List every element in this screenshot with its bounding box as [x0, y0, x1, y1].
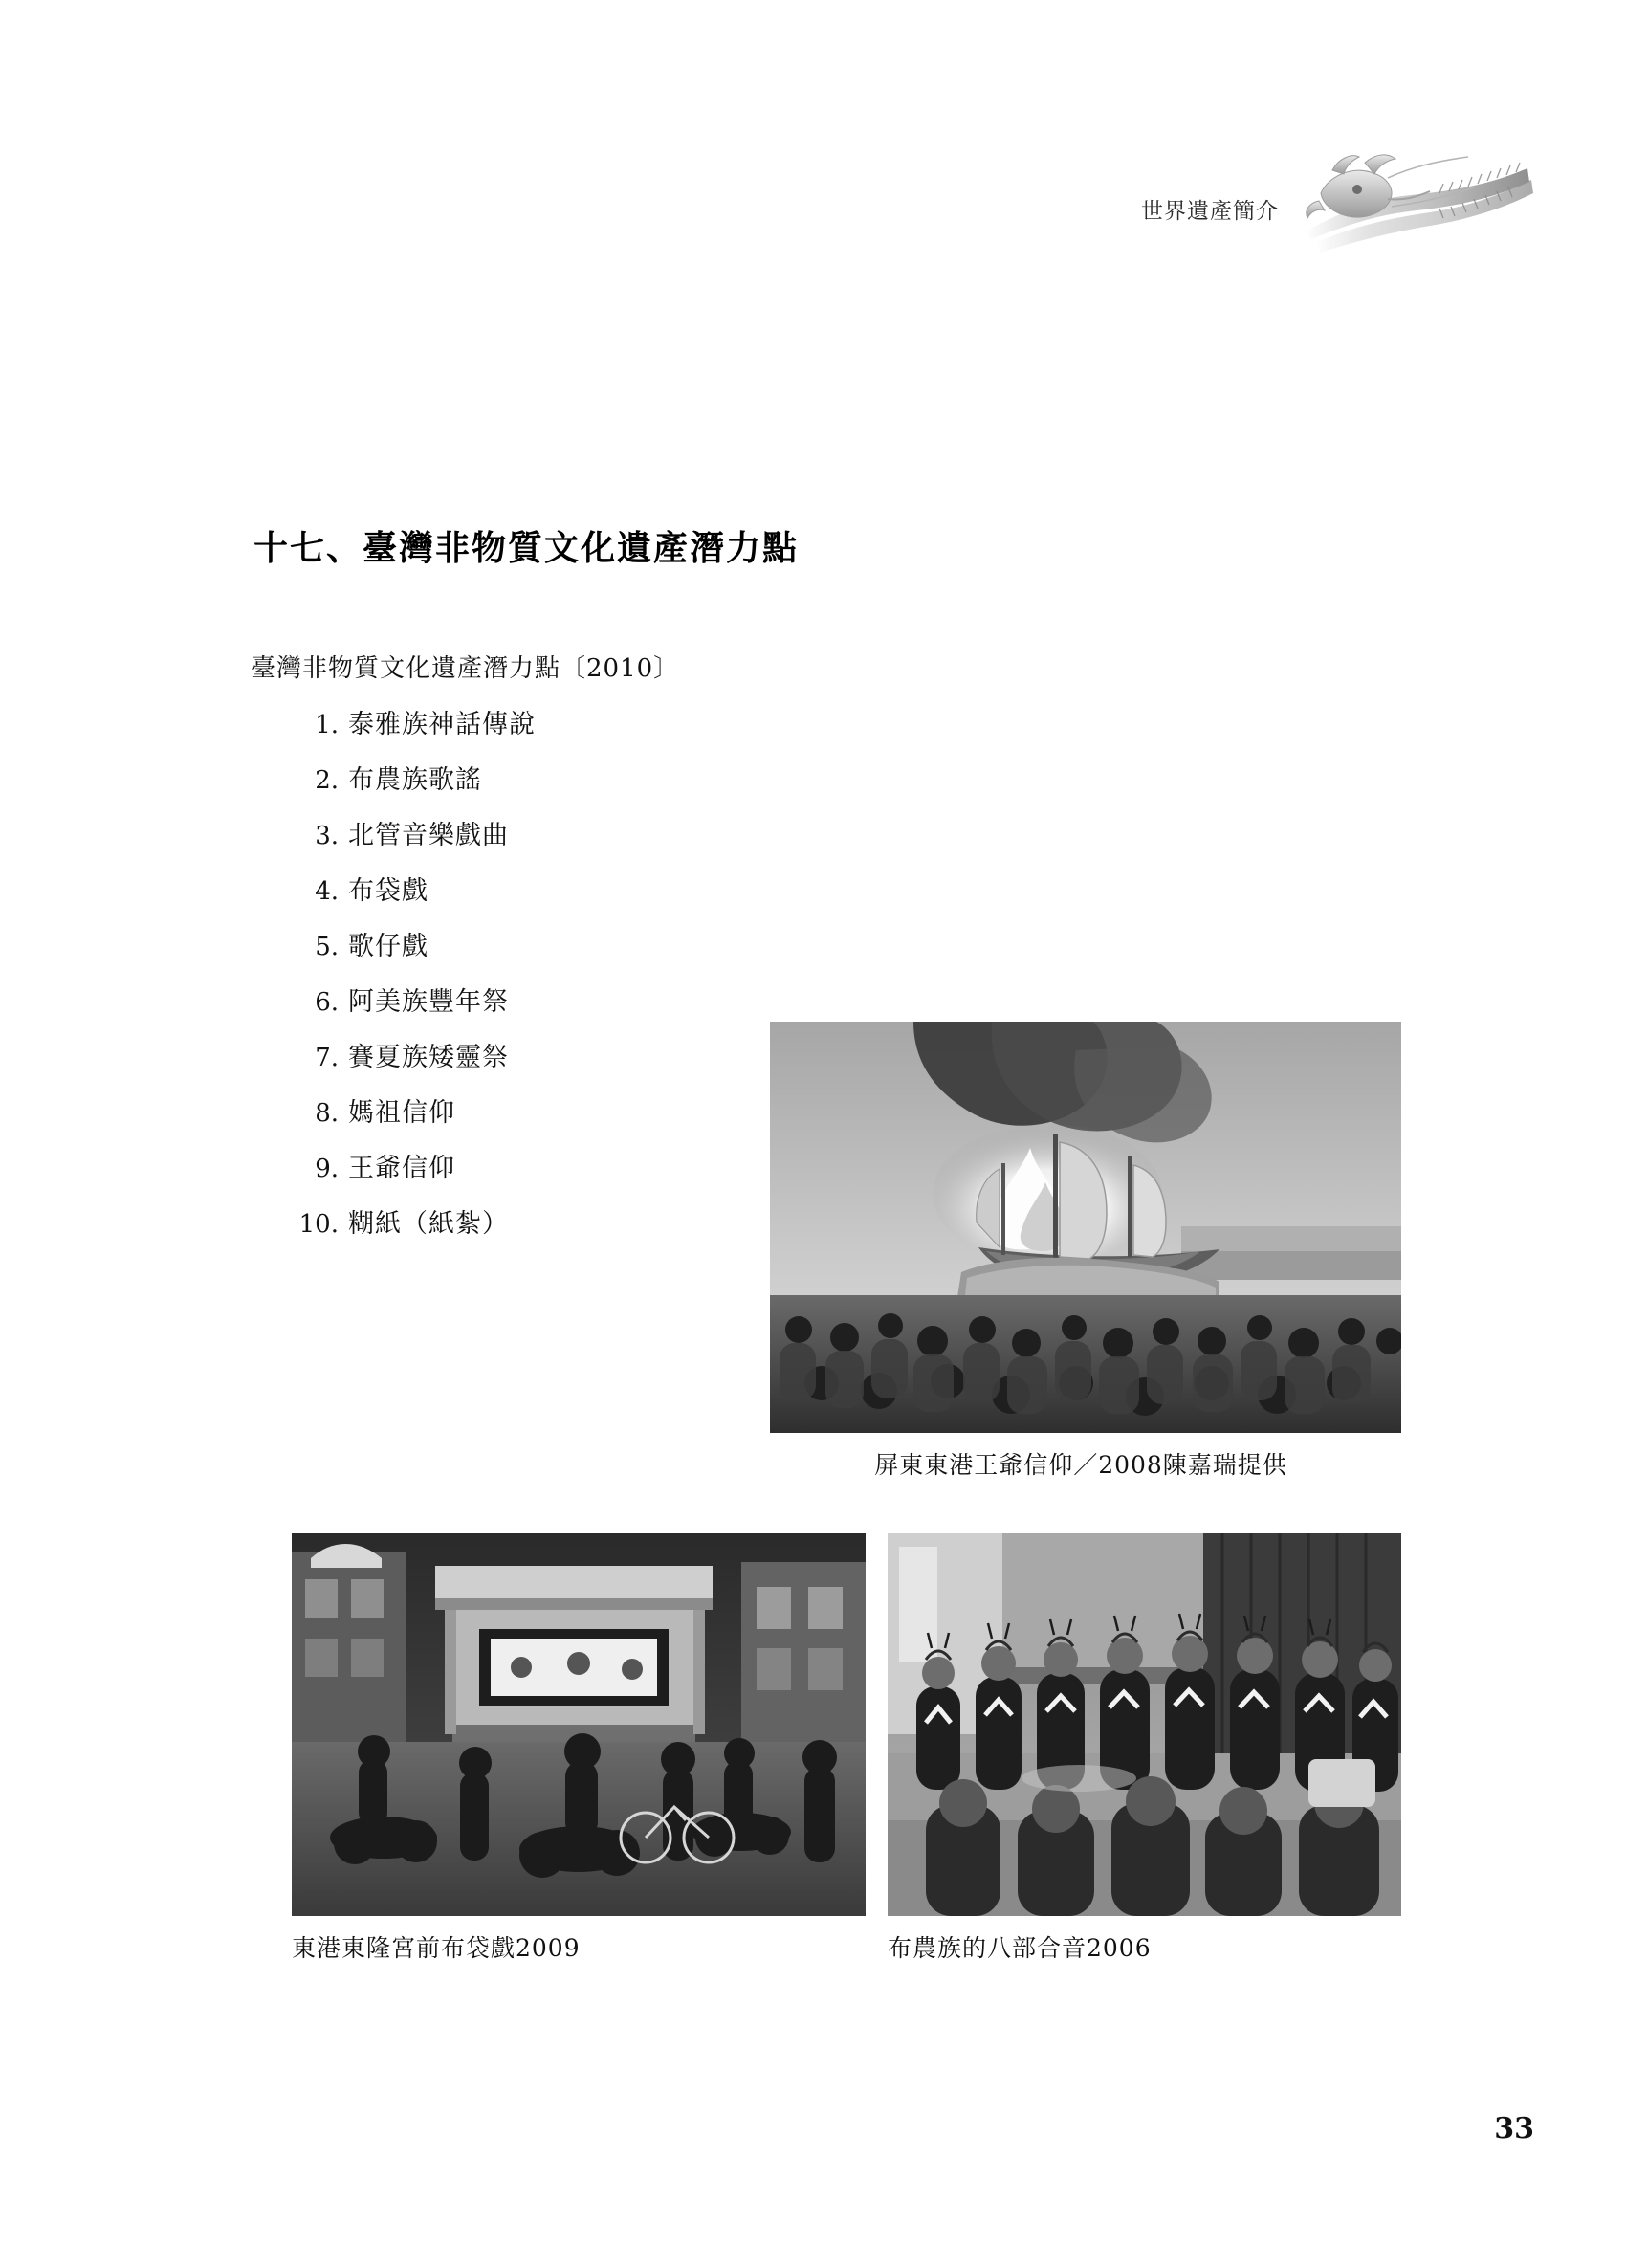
list-item-number: 1. [315, 711, 339, 739]
list-item [251, 814, 662, 870]
list-item-number: 4. [315, 877, 339, 906]
list-item [251, 1036, 662, 1091]
photo-burning-boat [770, 1022, 1401, 1433]
list-item [251, 703, 662, 759]
photo-street-puppet-theatre [292, 1533, 866, 1916]
list-item [251, 870, 662, 925]
list-item-label: 布農族歌謠 [348, 765, 482, 795]
header-label: 世界遺產簡介 [1141, 199, 1279, 224]
figure-puppet-theatre [292, 1533, 866, 1964]
page-number: 33 [1494, 2112, 1534, 2146]
list-item-number: 5. [315, 933, 339, 961]
intro-line: 臺灣非物質文化遺產潛力點〔2010〕 [251, 654, 680, 683]
list-item-label: 阿美族豐年祭 [348, 987, 509, 1017]
figure-caption: 屏東東港王爺信仰／2008陳嘉瑞提供 [874, 1451, 1287, 1479]
list-item [251, 1202, 662, 1258]
list-item-number: 2. [315, 766, 339, 795]
dragon-ornament-icon [1296, 143, 1535, 273]
list-item-number: 7. [315, 1044, 339, 1072]
list-item-label: 王爺信仰 [348, 1154, 455, 1183]
list-item-label: 糊紙（紙紮） [348, 1209, 509, 1239]
figure-caption: 東港東隆宮前布袋戲2009 [292, 1934, 581, 1962]
list-item [251, 759, 662, 814]
list-item [251, 1091, 662, 1147]
list-item-label: 歌仔戲 [348, 932, 428, 961]
list-item-number: 10. [298, 1210, 339, 1239]
potential-sites-list [251, 703, 662, 1258]
list-item-label: 賽夏族矮靈祭 [348, 1043, 509, 1072]
page-header [1141, 143, 1535, 273]
list-item-number: 9. [315, 1155, 339, 1183]
page-title: 十七、臺灣非物質文化遺產潛力點 [253, 528, 800, 568]
figure-caption: 布農族的八部合音2006 [888, 1934, 1152, 1962]
list-item [251, 925, 662, 980]
list-item-number: 6. [315, 988, 339, 1017]
list-item-label: 北管音樂戲曲 [348, 821, 509, 850]
list-item-number: 3. [315, 822, 339, 850]
list-item-number: 8. [315, 1099, 339, 1128]
list-item-label: 媽祖信仰 [348, 1098, 455, 1128]
list-item [251, 1147, 662, 1202]
list-item-label: 布袋戲 [348, 876, 428, 906]
photo-bunun-choir [888, 1533, 1401, 1916]
figure-wangye-ceremony [770, 1022, 1401, 1481]
list-item-label: 泰雅族神話傳說 [348, 710, 536, 739]
figure-bunun-choir [888, 1533, 1401, 1964]
list-item [251, 980, 662, 1036]
